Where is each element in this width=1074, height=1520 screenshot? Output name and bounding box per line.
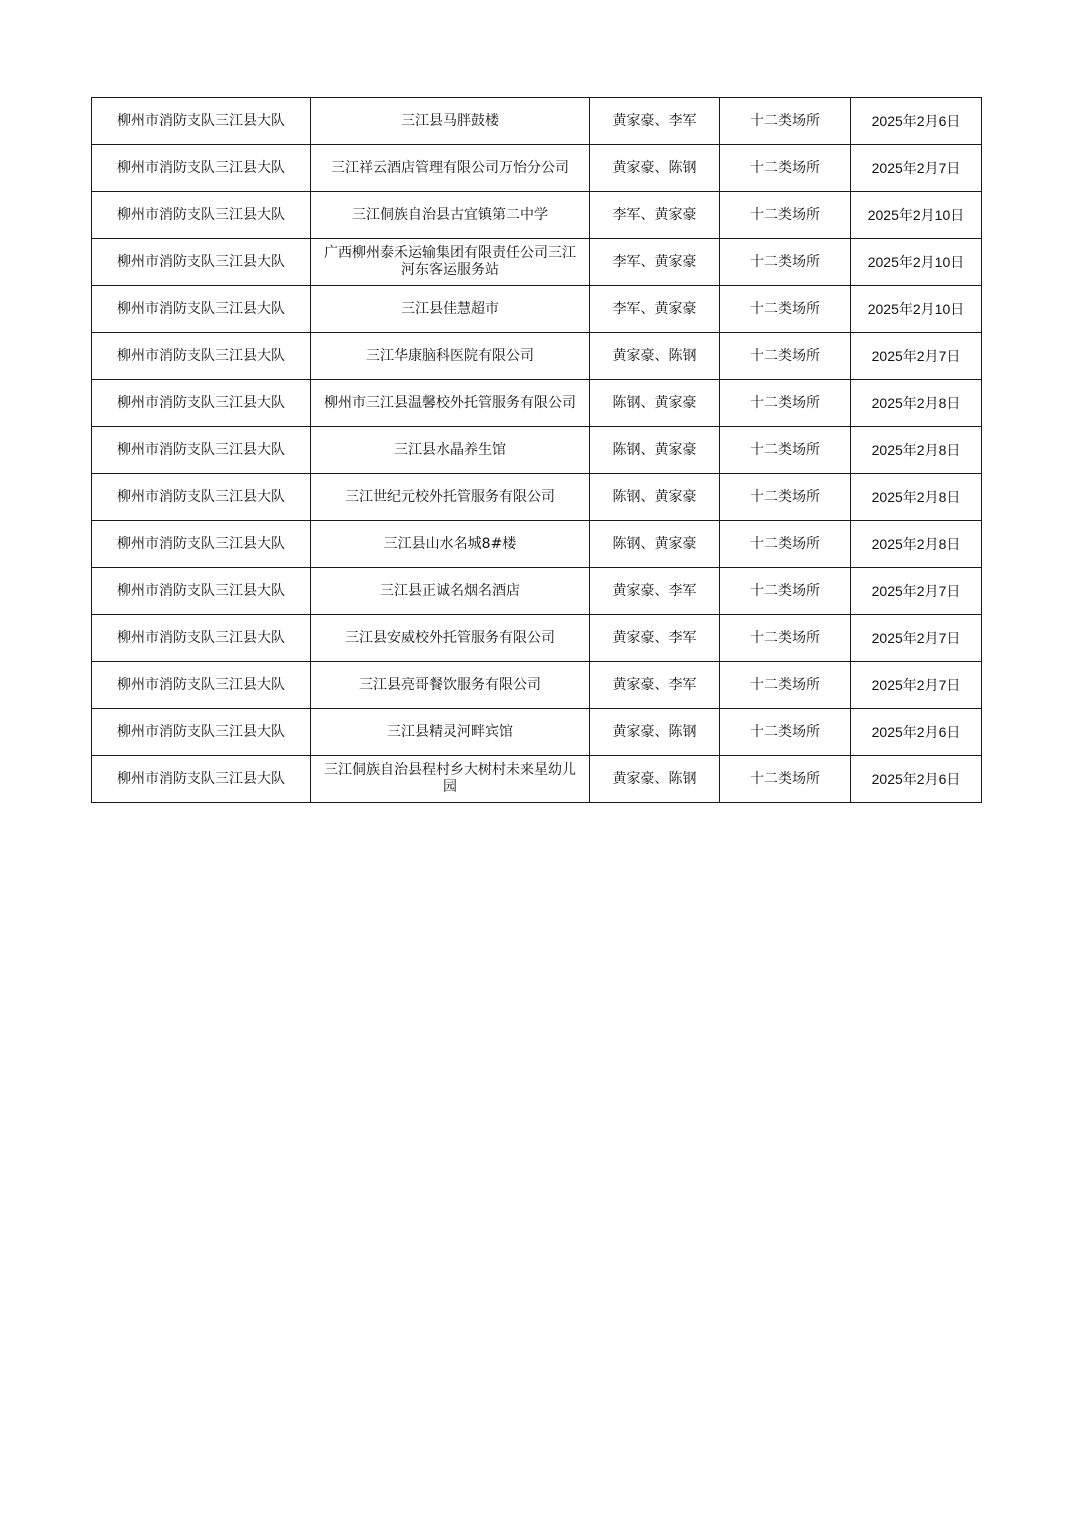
category-cell: 十二类场所: [720, 380, 851, 427]
place-cell: 三江县山水名城8#楼: [311, 521, 590, 568]
category-cell: 十二类场所: [720, 333, 851, 380]
category-cell: 十二类场所: [720, 286, 851, 333]
place-cell: 柳州市三江县温馨校外托管服务有限公司: [311, 380, 590, 427]
category-cell: 十二类场所: [720, 615, 851, 662]
unit-cell: 柳州市消防支队三江县大队: [92, 192, 311, 239]
category-cell: 十二类场所: [720, 98, 851, 145]
inspectors-cell: 李军、黄家豪: [590, 239, 720, 286]
table-row: [92, 98, 982, 145]
table-row: [92, 286, 982, 333]
unit-cell: 柳州市消防支队三江县大队: [92, 145, 311, 192]
date-cell: 2025年2月6日: [851, 98, 982, 145]
unit-cell: 柳州市消防支队三江县大队: [92, 286, 311, 333]
table-row: [92, 709, 982, 756]
table-row: [92, 474, 982, 521]
category-cell: 十二类场所: [720, 756, 851, 803]
place-cell: 三江祥云酒店管理有限公司万怡分公司: [311, 145, 590, 192]
inspectors-cell: 陈钢、黄家豪: [590, 380, 720, 427]
place-cell: 三江县安威校外托管服务有限公司: [311, 615, 590, 662]
date-cell: 2025年2月10日: [851, 286, 982, 333]
unit-cell: 柳州市消防支队三江县大队: [92, 239, 311, 286]
date-cell: 2025年2月7日: [851, 615, 982, 662]
inspectors-cell: 黄家豪、陈钢: [590, 756, 720, 803]
inspectors-cell: 黄家豪、陈钢: [590, 333, 720, 380]
category-cell: 十二类场所: [720, 568, 851, 615]
table-row: [92, 333, 982, 380]
table-row: [92, 615, 982, 662]
unit-cell: 柳州市消防支队三江县大队: [92, 521, 311, 568]
place-cell: 三江县水晶养生馆: [311, 427, 590, 474]
date-cell: 2025年2月7日: [851, 333, 982, 380]
table-row: [92, 756, 982, 803]
unit-cell: 柳州市消防支队三江县大队: [92, 756, 311, 803]
date-cell: 2025年2月6日: [851, 709, 982, 756]
unit-cell: 柳州市消防支队三江县大队: [92, 427, 311, 474]
table-row: [92, 427, 982, 474]
unit-cell: 柳州市消防支队三江县大队: [92, 98, 311, 145]
inspectors-cell: 李军、黄家豪: [590, 286, 720, 333]
unit-cell: 柳州市消防支队三江县大队: [92, 662, 311, 709]
inspectors-cell: 李军、黄家豪: [590, 192, 720, 239]
date-cell: 2025年2月8日: [851, 474, 982, 521]
date-cell: 2025年2月7日: [851, 662, 982, 709]
place-cell: 三江县正诚名烟名酒店: [311, 568, 590, 615]
date-cell: 2025年2月10日: [851, 239, 982, 286]
date-cell: 2025年2月6日: [851, 756, 982, 803]
unit-cell: 柳州市消防支队三江县大队: [92, 615, 311, 662]
place-cell: 三江侗族自治县程村乡大树村未来星幼儿园: [311, 756, 590, 803]
place-cell: 广西柳州泰禾运输集团有限责任公司三江河东客运服务站: [311, 239, 590, 286]
inspectors-cell: 陈钢、黄家豪: [590, 521, 720, 568]
inspectors-cell: 黄家豪、李军: [590, 568, 720, 615]
place-cell: 三江县马胖鼓楼: [311, 98, 590, 145]
unit-cell: 柳州市消防支队三江县大队: [92, 474, 311, 521]
place-cell: 三江县佳慧超市: [311, 286, 590, 333]
place-cell: 三江县精灵河畔宾馆: [311, 709, 590, 756]
inspectors-cell: 陈钢、黄家豪: [590, 474, 720, 521]
category-cell: 十二类场所: [720, 474, 851, 521]
category-cell: 十二类场所: [720, 427, 851, 474]
category-cell: 十二类场所: [720, 521, 851, 568]
category-cell: 十二类场所: [720, 662, 851, 709]
inspectors-cell: 黄家豪、陈钢: [590, 145, 720, 192]
category-cell: 十二类场所: [720, 145, 851, 192]
unit-cell: 柳州市消防支队三江县大队: [92, 709, 311, 756]
date-cell: 2025年2月7日: [851, 568, 982, 615]
date-cell: 2025年2月7日: [851, 145, 982, 192]
inspectors-cell: 黄家豪、李军: [590, 615, 720, 662]
table-row: [92, 239, 982, 286]
table-row: [92, 145, 982, 192]
inspectors-cell: 黄家豪、陈钢: [590, 709, 720, 756]
inspection-records-table: [91, 97, 982, 803]
place-cell: 三江华康脑科医院有限公司: [311, 333, 590, 380]
date-cell: 2025年2月8日: [851, 521, 982, 568]
unit-cell: 柳州市消防支队三江县大队: [92, 380, 311, 427]
table-row: [92, 568, 982, 615]
table-row: [92, 380, 982, 427]
date-cell: 2025年2月10日: [851, 192, 982, 239]
category-cell: 十二类场所: [720, 239, 851, 286]
place-cell: 三江县亮哥餐饮服务有限公司: [311, 662, 590, 709]
category-cell: 十二类场所: [720, 192, 851, 239]
place-cell: 三江侗族自治县古宜镇第二中学: [311, 192, 590, 239]
unit-cell: 柳州市消防支队三江县大队: [92, 333, 311, 380]
table-body: [92, 98, 982, 803]
category-cell: 十二类场所: [720, 709, 851, 756]
inspectors-cell: 陈钢、黄家豪: [590, 427, 720, 474]
unit-cell: 柳州市消防支队三江县大队: [92, 568, 311, 615]
date-cell: 2025年2月8日: [851, 427, 982, 474]
inspectors-cell: 黄家豪、李军: [590, 662, 720, 709]
table-row: [92, 521, 982, 568]
table-row: [92, 192, 982, 239]
date-cell: 2025年2月8日: [851, 380, 982, 427]
inspectors-cell: 黄家豪、李军: [590, 98, 720, 145]
place-cell: 三江世纪元校外托管服务有限公司: [311, 474, 590, 521]
table-row: [92, 662, 982, 709]
